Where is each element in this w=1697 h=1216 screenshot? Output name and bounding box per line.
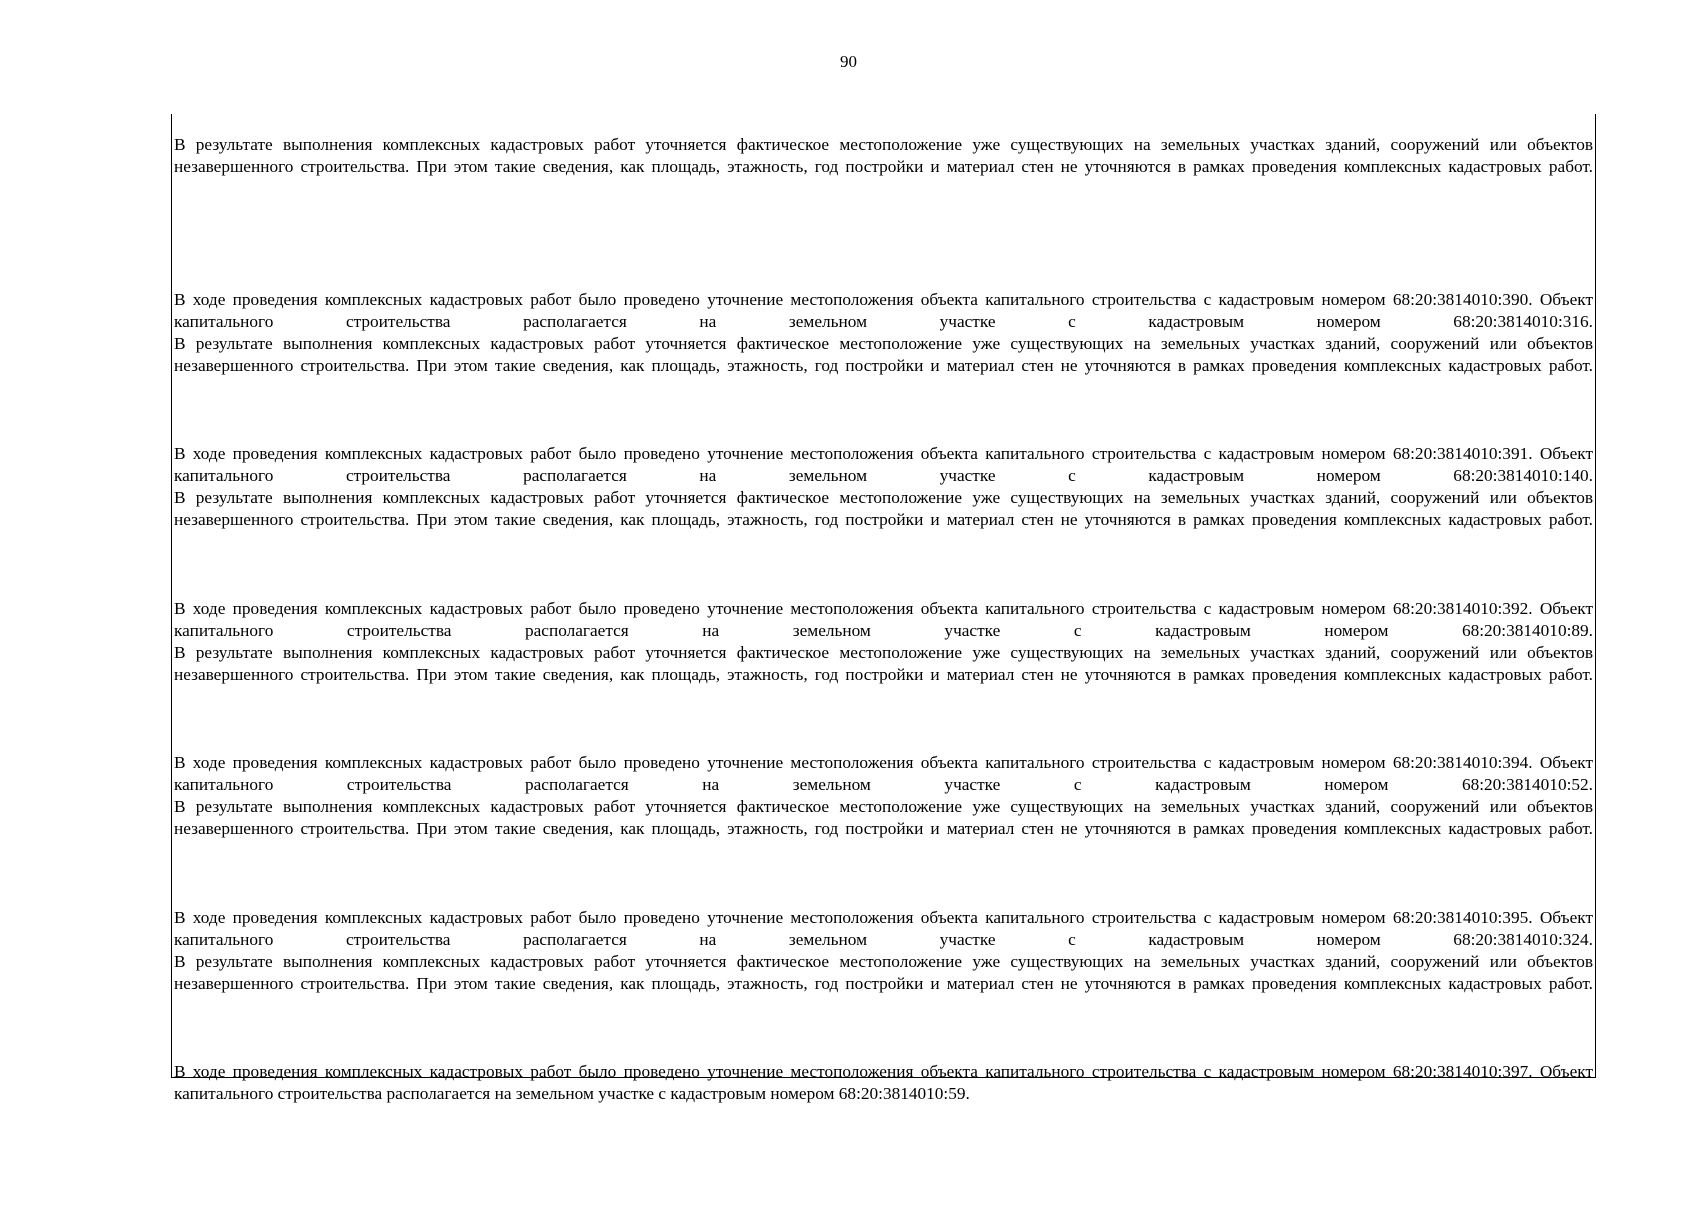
paragraph-clarification: В результате выполнения комплексных кадастровых работ уточняется фактическое местоположение уже существующих на земельных участках зданий, сооружений или объектов незавершенного строительства. При этом такие сведения, как площадь, этажность, год постройки и материал стен не уточняются в рамках проведения комплексных кадастровых работ. [174,951,1593,993]
paragraph-object-location: В ходе проведения комплексных кадастровых работ было проведено уточнение местоположения объекта капитального строительства с кадастровым номером 68:20:3814010:394. Объект капитального строительства располагается на земельном участке с кадастровым номером 68:20:3814010:52. [174,753,1593,794]
text-blocks [174,134,1593,1216]
paragraph-object-location: В ходе проведения комплексных кадастровых работ было проведено уточнение местоположения объекта капитального строительства с кадастровым номером 68:20:3814010:397. Объект капитального строительства располагается на земельном участке с кадастровым номером 68:20:3814010:59. [174,1062,1593,1103]
paragraph-object-location: В ходе проведения комплексных кадастровых работ было проведено уточнение местоположения объекта капитального строительства с кадастровым номером 68:20:3814010:390. Объект капитального строительства располагается на земельном участке с кадастровым номером 68:20:3814010:316. [174,289,1593,331]
text-block-7 [174,1061,1593,1216]
paragraph-object-location: В ходе проведения комплексных кадастровых работ было проведено уточнение местоположения объекта капитального строительства с кадастровым номером 68:20:3814010:392. Объект капитального строительства располагается на земельном участке с кадастровым номером 68:20:3814010:89. [174,598,1593,640]
page-number: 90 [840,52,857,71]
text-block-1 [174,134,1593,289]
paragraph-object-location: В ходе проведения комплексных кадастровых работ было проведено уточнение местоположения объекта капитального строительства с кадастровым номером 68:20:3814010:395. Объект капитального строительства располагается на земельном участке с кадастровым номером 68:20:3814010:324. [174,907,1593,949]
paragraph-object-location: В ходе проведения комплексных кадастровых работ было проведено уточнение местоположения объекта капитального строительства с кадастровым номером 68:20:3814010:391. Объект капитального строительства располагается на земельном участке с кадастровым номером 68:20:3814010:140. [174,444,1593,485]
paragraph-clarification: В результате выполнения комплексных кадастровых работ уточняется фактическое местоположение уже существующих на земельных участках зданий, сооружений или объектов незавершенного строительства. При этом такие сведения, как площадь, этажность, год постройки и материал стен не уточняются в рамках проведения комплексных кадастровых работ. [174,135,1593,176]
paragraph-clarification: В результате выполнения комплексных кадастровых работ уточняется фактическое местоположение уже существующих на земельных участках зданий, сооружений или объектов незавершенного строительства. При этом такие сведения, как площадь, этажность, год постройки и материал стен не уточняются в рамках проведения комплексных кадастровых работ. [174,488,1593,529]
text-block-3 [174,443,1593,598]
text-block-5 [174,752,1593,907]
paragraph-clarification: В результате выполнения комплексных кадастровых работ уточняется фактическое местоположение уже существующих на земельных участках зданий, сооружений или объектов незавершенного строительства. При этом такие сведения, как площадь, этажность, год постройки и материал стен не уточняются в рамках проведения комплексных кадастровых работ. [174,333,1593,375]
text-block-6 [174,907,1593,1062]
text-block-2 [174,289,1593,444]
table-frame [171,114,1596,1103]
paragraph-clarification: В результате выполнения комплексных кадастровых работ уточняется фактическое местоположение уже существующих на земельных участках зданий, сооружений или объектов незавершенного строительства. При этом такие сведения, как площадь, этажность, год постройки и материал стен не уточняются в рамках проведения комплексных кадастровых работ. [174,797,1593,838]
text-block-4 [174,598,1593,753]
paragraph-clarification: В результате выполнения комплексных кадастровых работ уточняется фактическое местоположение уже существующих на земельных участках зданий, сооружений или объектов незавершенного строительства. При этом такие сведения, как площадь, этажность, год постройки и материал стен не уточняются в рамках проведения комплексных кадастровых работ. [174,642,1593,684]
